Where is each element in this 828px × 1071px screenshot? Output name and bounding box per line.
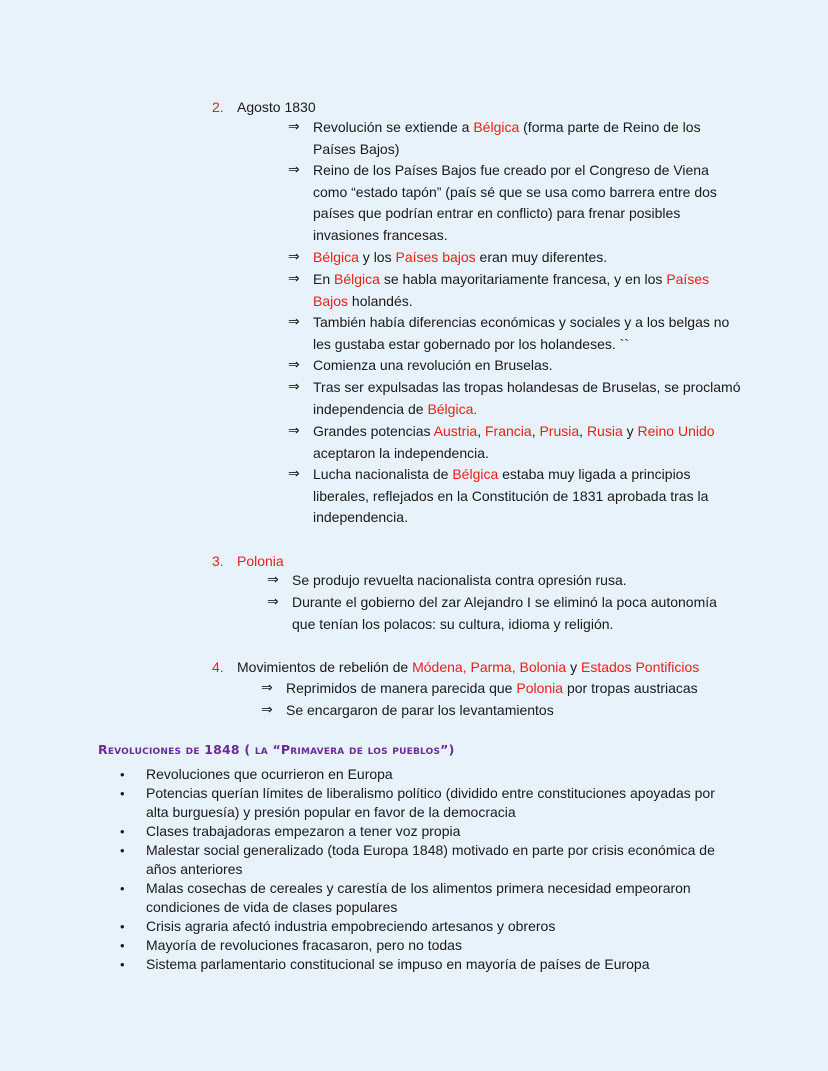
bullet-icon: • [120,824,125,839]
list-item: • Malas cosechas de cereales y carestía de los alimentos primera necesidad empeoraron condiciones de vida de clases populares [120,880,691,915]
section-heading: Revoluciones de 1848 ( la “Primavera de los pueblos”) [98,742,455,757]
arrow-icon: ⇒ [288,357,300,373]
bullet-icon: • [120,786,125,801]
list-item: En Bélgica se habla mayoritariamente francesa, y en los Países Bajos holandés. [313,271,710,309]
list-item: Reprimidos de manera parecida que Polonia por tropas austriacas [286,680,698,696]
bullet-icon: • [120,938,125,953]
list-item: Durante el gobierno del zar Alejandro I se eliminó la poca autonomía que tenían los polacos: su cultura, idioma y religión. [292,594,717,632]
section-number-4: 4. [212,659,224,675]
arrow-icon: ⇒ [261,702,273,718]
list-item: Lucha nacionalista de Bélgica estaba muy ligada a principios liberales, reflejados en la Constitución de 1831 aprobada tras la independencia. [313,466,709,526]
arrow-icon: ⇒ [261,680,273,696]
list-item: Tras ser expulsadas las tropas holandesas de Bruselas, se proclamó independencia de Bélgica. [313,379,741,417]
list-item: • Clases trabajadoras empezaron a tener voz propia [120,823,461,839]
section-title-2: Agosto 1830 [237,99,316,115]
bullet-icon: • [120,881,125,896]
section-title-3: Polonia [237,553,284,569]
arrow-icon: ⇒ [288,271,300,287]
list-item: Revolución se extiende a Bélgica (forma parte de Reino de los Países Bajos) [313,119,701,157]
section-number-3: 3. [212,553,224,569]
section-number-2: 2. [212,99,224,115]
list-item: Bélgica y los Países bajos eran muy diferentes. [313,249,608,265]
arrow-icon: ⇒ [267,572,279,588]
list-item: Reino de los Países Bajos fue creado por el Congreso de Viena como “estado tapón” (país sé que se usa como barrera entre dos países que podrían entrar en conflicto) para frenar posibles invasiones francesas. [313,162,717,244]
arrow-icon: ⇒ [288,119,300,135]
arrow-icon: ⇒ [288,379,300,395]
list-item: También había diferencias económicas y sociales y a los belgas no les gustaba estar gobernado por los holandeses. `` [313,314,730,352]
arrow-icon: ⇒ [288,314,300,330]
arrow-icon: ⇒ [288,162,300,178]
list-item: • Crisis agraria afectó industria empobreciendo artesanos y obreros [120,918,556,934]
list-item: Se produjo revuelta nacionalista contra opresión rusa. [292,572,627,588]
bullet-icon: • [120,843,125,858]
bullet-list [120,765,740,974]
list-item: • Revoluciones que ocurrieron en Europa [120,766,393,782]
bullet-icon: • [120,957,125,972]
list-item: • Potencias querían límites de liberalismo político (dividido entre constituciones apoyadas por alta burguesía) y presión popular en favor de la democracia [120,785,715,820]
list-item: Se encargaron de parar los levantamientos [286,702,554,718]
list-item: Comienza una revolución en Bruselas. [313,357,553,373]
arrow-icon: ⇒ [288,249,300,265]
arrow-icon: ⇒ [288,423,300,439]
bullet-icon: • [120,767,125,782]
list-item: • Sistema parlamentario constitucional se impuso en mayoría de países de Europa [120,956,650,972]
bullet-icon: • [120,919,125,934]
list-item: • Malestar social generalizado (toda Europa 1848) motivado en parte por crisis económica de años anteriores [120,842,715,877]
section-title-4: Movimientos de rebelión de Módena, Parma, Bolonia y Estados Pontificios [237,659,700,675]
arrow-icon: ⇒ [288,466,300,482]
arrow-icon: ⇒ [267,594,279,610]
list-item: Grandes potencias Austria, Francia, Prusia, Rusia y Reino Unido aceptaron la independencia. [313,423,715,461]
list-item: • Mayoría de revoluciones fracasaron, pero no todas [120,937,462,953]
